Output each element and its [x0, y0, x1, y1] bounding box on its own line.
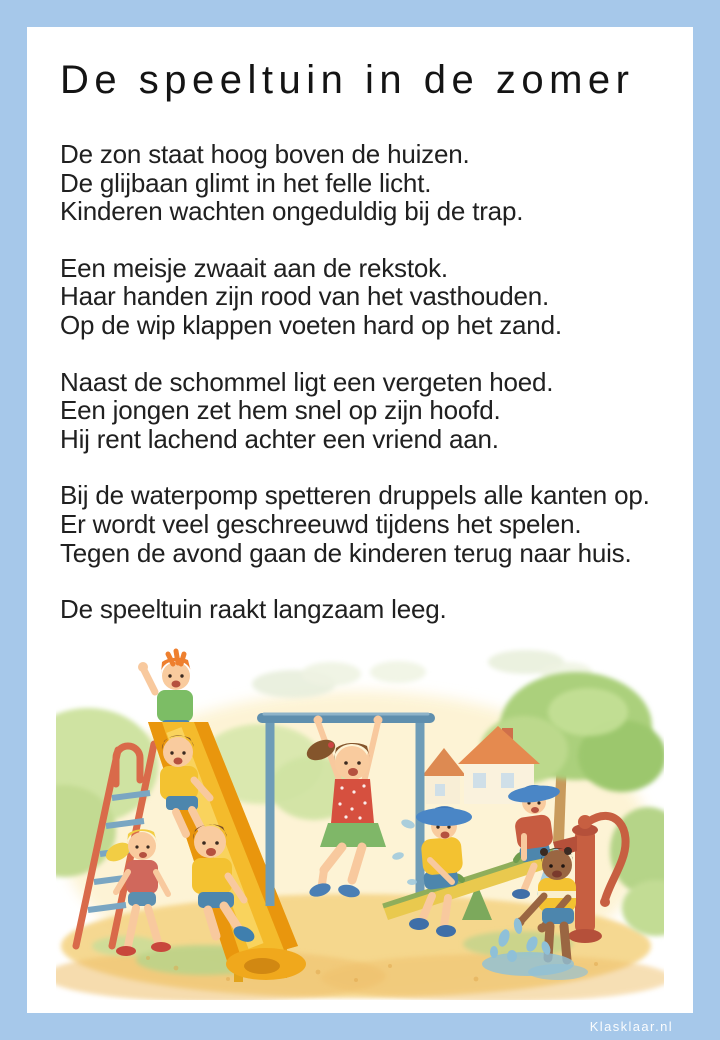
poem-line: De glijbaan glimt in het felle licht.: [60, 167, 432, 198]
poem-line: De speeltuin raakt langzaam leeg.: [60, 594, 447, 625]
poem-stanza-3: [60, 368, 660, 454]
poem-line: Naast de schommel ligt een vergeten hoed.: [60, 366, 554, 397]
poem-line: Er wordt veel geschreeuwd tijdens het spelen.: [60, 508, 582, 539]
poem-line: Haar handen zijn rood van het vasthouden.: [60, 281, 550, 312]
poem-line: Een jongen zet hem snel op zijn hoofd.: [60, 395, 501, 426]
poem-stanza-1: [60, 140, 660, 226]
poem-stanza-5: [60, 595, 660, 624]
watermark: Klasklaar.nl: [589, 1019, 673, 1034]
poem-line: De zon staat hoog boven de huizen.: [60, 139, 470, 169]
poem-line: Op de wip klappen voeten hard op het zand.: [60, 309, 562, 340]
poem-stanza-4: [60, 481, 660, 567]
poem-line: Hij rent lachend achter een vriend aan.: [60, 423, 499, 454]
poem: [60, 140, 660, 624]
poem-stanza-2: [60, 254, 660, 340]
poem-line: Bij de waterpomp spetteren druppels alle kanten op.: [60, 480, 650, 511]
worksheet-page: [27, 27, 693, 1013]
page-title: De speeltuin in de zomer: [60, 58, 635, 102]
poem-line: Tegen de avond gaan de kinderen terug naar huis.: [60, 537, 632, 568]
playground-illustration: [56, 646, 664, 1000]
poem-line: Kinderen wachten ongeduldig bij de trap.: [60, 196, 524, 227]
poem-line: Een meisje zwaait aan de rekstok.: [60, 252, 448, 283]
